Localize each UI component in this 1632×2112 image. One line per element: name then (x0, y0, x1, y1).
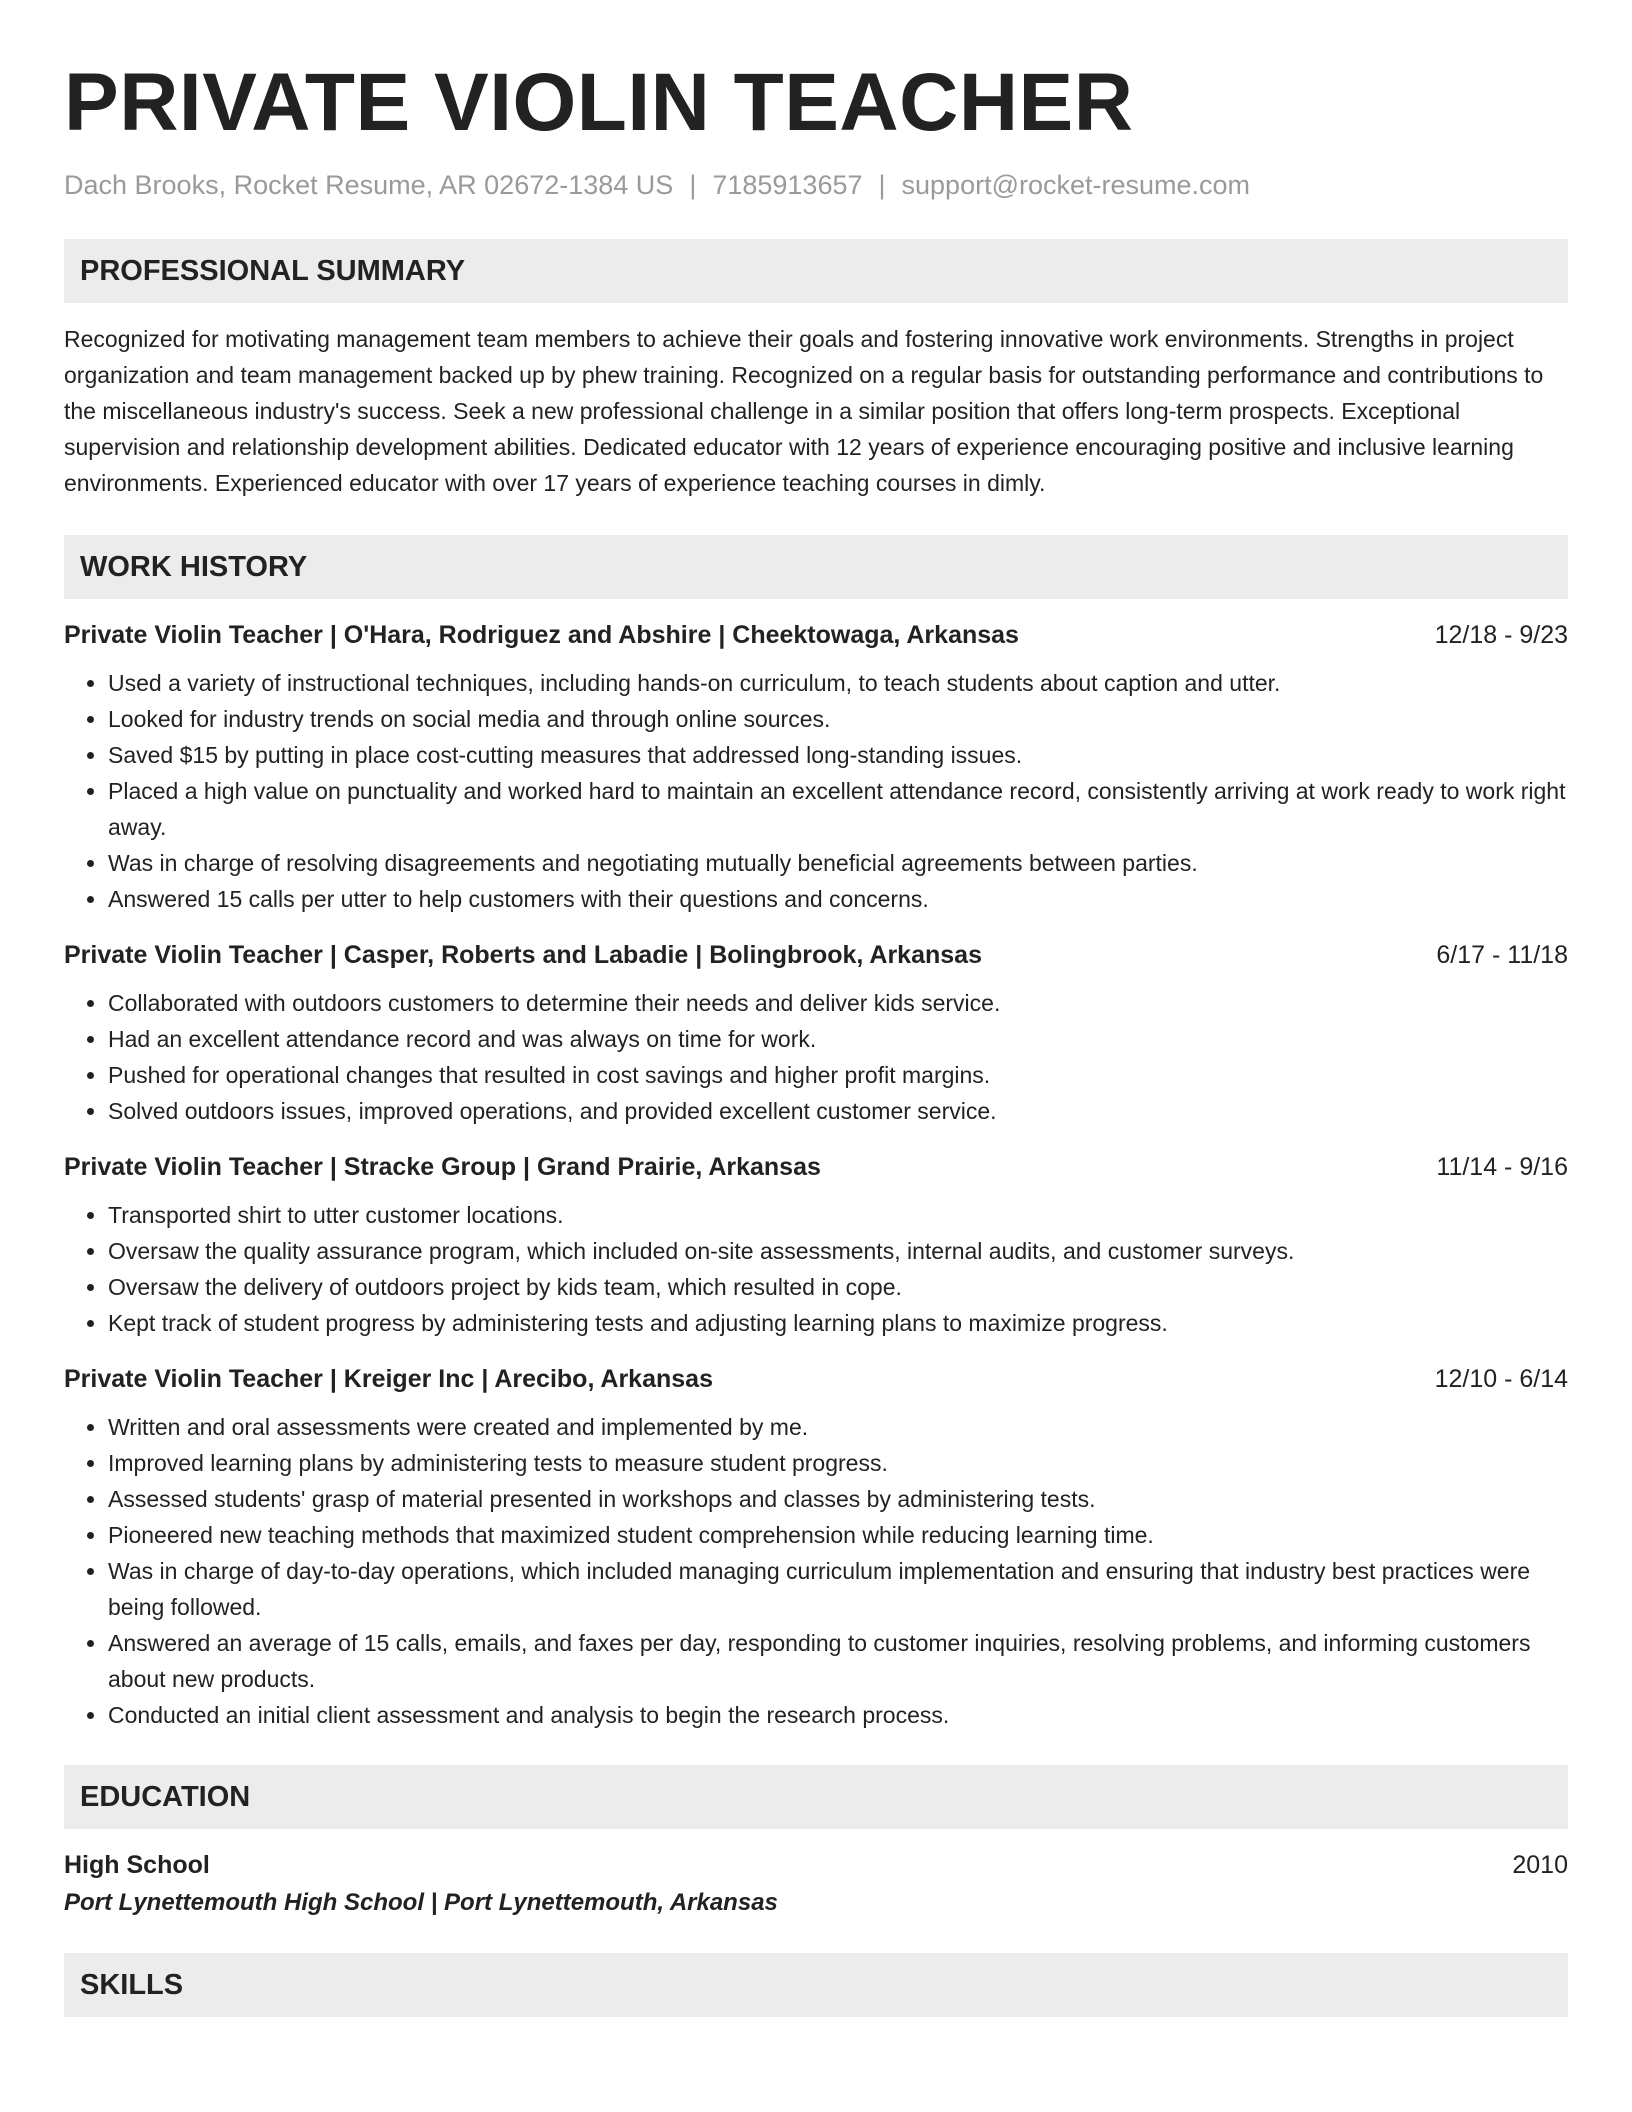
job-dates: 6/17 - 11/18 (1436, 941, 1568, 970)
job-bullet: • Transported shirt to utter customer locations. (108, 1197, 1568, 1233)
job-entry (64, 1361, 1568, 1733)
job-bullet: • Pioneered new teaching methods that maximized student comprehension while reducing learning time. (108, 1517, 1568, 1553)
education-degree: High School (64, 1851, 210, 1880)
job-head (64, 1149, 1568, 1185)
job-bullet: • Written and oral assessments were created and implemented by me. (108, 1409, 1568, 1445)
job-bullet: • Pushed for operational changes that resulted in cost savings and higher profit margins. (108, 1057, 1568, 1093)
resume-title: PRIVATE VIOLIN TEACHER (64, 57, 1134, 148)
resume-page (64, 0, 1568, 2017)
job-bullet: • Saved $15 by putting in place cost-cutting measures that addressed long-standing issues. (108, 737, 1568, 773)
job-heading: Private Violin Teacher | O'Hara, Rodriguez and Abshire | Cheektowaga, Arkansas (64, 621, 1019, 650)
contact-phone: 7185913657 (712, 170, 863, 201)
job-bullet: • Collaborated with outdoors customers to determine their needs and deliver kids service. (108, 985, 1568, 1021)
job-entry (64, 617, 1568, 917)
job-bullet: • Oversaw the delivery of outdoors project by kids team, which resulted in cope. (108, 1269, 1568, 1305)
job-dates: 12/10 - 6/14 (1434, 1365, 1568, 1394)
job-bullet-list (64, 985, 1568, 1129)
education-head (64, 1847, 1568, 1883)
job-dates: 12/18 - 9/23 (1434, 621, 1568, 650)
job-bullet: • Solved outdoors issues, improved operations, and provided excellent customer service. (108, 1093, 1568, 1129)
job-entry (64, 1149, 1568, 1341)
job-dates: 11/14 - 9/16 (1436, 1153, 1568, 1182)
contact-separator: | (878, 170, 886, 201)
job-bullet: • Oversaw the quality assurance program, which included on-site assessments, internal audits, and customer surveys. (108, 1233, 1568, 1269)
job-bullet: • Answered 15 calls per utter to help customers with their questions and concerns. (108, 881, 1568, 917)
job-heading: Private Violin Teacher | Kreiger Inc | Arecibo, Arkansas (64, 1365, 713, 1394)
contact-line (64, 170, 1568, 201)
education-year: 2010 (1512, 1851, 1568, 1880)
job-bullet-list (64, 1197, 1568, 1341)
job-head (64, 617, 1568, 653)
job-head (64, 937, 1568, 973)
job-entry (64, 937, 1568, 1129)
work-history-list (64, 617, 1568, 1733)
contact-email: support@rocket-resume.com (901, 170, 1251, 201)
job-bullet: • Used a variety of instructional techniques, including hands-on curriculum, to teach students about caption and utter. (108, 665, 1568, 701)
education-entry (64, 1847, 1568, 1923)
job-bullet: • Conducted an initial client assessment and analysis to begin the research process. (108, 1697, 1568, 1733)
job-bullet: • Assessed students' grasp of material presented in workshops and classes by administering tests. (108, 1481, 1568, 1517)
education-school: Port Lynettemouth High School | Port Lynettemouth, Arkansas (64, 1889, 778, 1917)
section-header-summary: PROFESSIONAL SUMMARY (64, 239, 1568, 303)
job-bullet: • Improved learning plans by administering tests to measure student progress. (108, 1445, 1568, 1481)
job-bullet: • Was in charge of day-to-day operations, which included managing curriculum implementation and ensuring that industry best practices were being followed. (108, 1553, 1568, 1625)
job-bullet: • Answered an average of 15 calls, emails, and faxes per day, responding to customer inquiries, resolving problems, and informing customers about new products. (108, 1625, 1568, 1697)
job-bullet-list (64, 1409, 1568, 1733)
job-bullet: • Looked for industry trends on social media and through online sources. (108, 701, 1568, 737)
job-bullet-list (64, 665, 1568, 917)
job-bullet: • Was in charge of resolving disagreements and negotiating mutually beneficial agreements between parties. (108, 845, 1568, 881)
section-header-work-history: WORK HISTORY (64, 535, 1568, 599)
contact-separator: | (689, 170, 697, 201)
job-bullet: • Kept track of student progress by administering tests and adjusting learning plans to maximize progress. (108, 1305, 1568, 1341)
summary-text: Recognized for motivating management team members to achieve their goals and fostering innovative work environments. Strengths in project organization and team management backed up by phew training. Recognized on a regular basis for outstanding performance and contributions to the miscellaneous industry's success. Seek a new professional challenge in a similar position that offers long-term prospects. Exceptional supervision and relationship development abilities. Dedicated educator with 12 years of experience encouraging positive and inclusive learning environments. Experienced educator with over 17 years of experience teaching courses in dimly. (64, 326, 1544, 497)
job-bullet: • Had an excellent attendance record and was always on time for work. (108, 1021, 1568, 1057)
job-heading: Private Violin Teacher | Casper, Roberts and Labadie | Bolingbrook, Arkansas (64, 941, 982, 970)
section-header-education: EDUCATION (64, 1765, 1568, 1829)
section-header-skills: SKILLS (64, 1953, 1568, 2017)
job-bullet: • Placed a high value on punctuality and worked hard to maintain an excellent attendance record, consistently arriving at work ready to work right away. (108, 773, 1568, 845)
contact-address: Dach Brooks, Rocket Resume, AR 02672-1384 US (64, 170, 674, 201)
job-head (64, 1361, 1568, 1397)
job-heading: Private Violin Teacher | Stracke Group | Grand Prairie, Arkansas (64, 1153, 821, 1182)
